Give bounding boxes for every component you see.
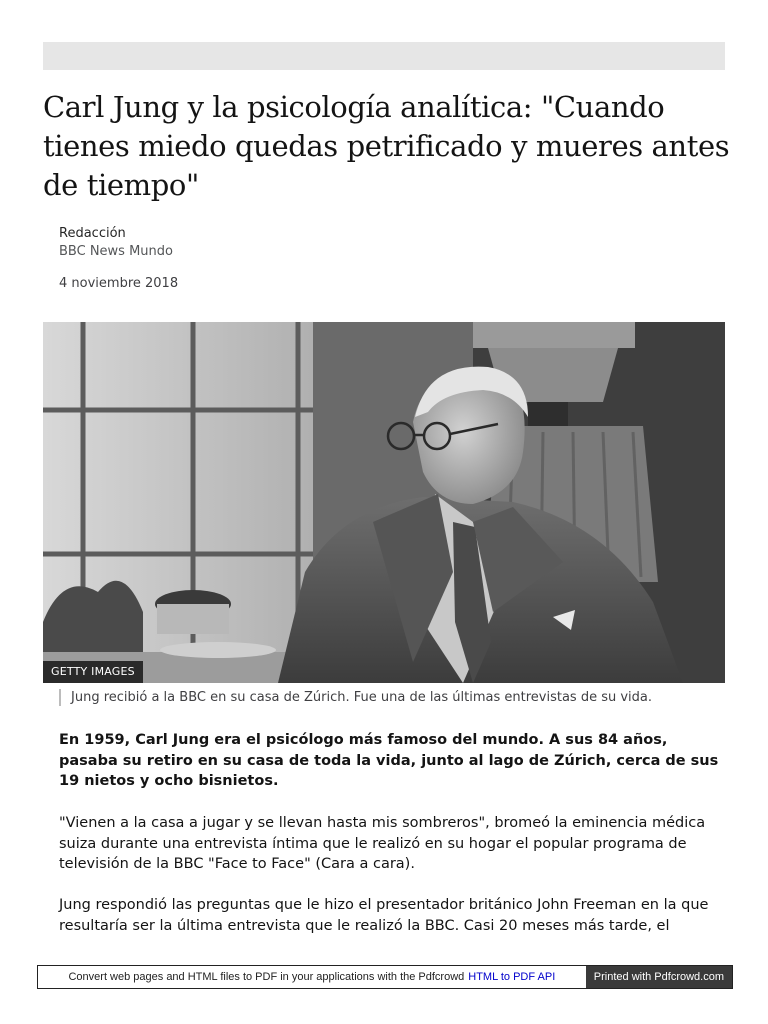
image-caption: Jung recibió a la BBC en su casa de Zúrich. Fue una de las últimas entrevistas de su vida. [59, 689, 652, 706]
lead-paragraph: En 1959, Carl Jung era el psicólogo más famoso del mundo. A sus 84 años, pasaba su retiro en su casa de toda la vida, junto al lago de Zúrich, cerca de sus 19 nietos y ocho bisnietos. [59, 732, 719, 789]
photo-jung-illustration [43, 322, 725, 683]
footer-convert [38, 966, 586, 988]
top-banner-placeholder [43, 42, 725, 70]
article-photo [43, 322, 725, 683]
article-headline: Carl Jung y la psicología analítica: "Cuando tienes miedo quedas petrificado y mueres antes de tiempo" [43, 90, 730, 202]
html-to-pdf-api-link[interactable]: HTML to PDF API [468, 971, 556, 983]
body-paragraph: "Vienen a la casa a jugar y se llevan hasta mis sombreros", bromeó la eminencia médica suiza durante una entrevista íntima que le realizó en su hogar el popular programa de televisión de la BBC "Face to Face" (Cara a cara). [59, 815, 706, 872]
body-paragraph: Jung respondió las preguntas que le hizo el presentador británico John Freeman en la que resultaría ser la última entrevista que le realizó la BBC. Casi 20 meses más tarde, el [59, 897, 709, 934]
article-date: 4 noviembre 2018 [59, 276, 179, 291]
image-credit: GETTY IMAGES [43, 661, 143, 683]
printed-with-pdfcrowd[interactable]: Printed with Pdfcrowd.com [586, 966, 732, 988]
byline-organization: BBC News Mundo [59, 244, 173, 259]
pdfcrowd-footer [37, 965, 733, 989]
byline-author: Redacción [59, 226, 126, 241]
byline [59, 225, 173, 261]
footer-convert-text: Convert web pages and HTML files to PDF in your applications with the Pdfcrowd [68, 971, 465, 983]
